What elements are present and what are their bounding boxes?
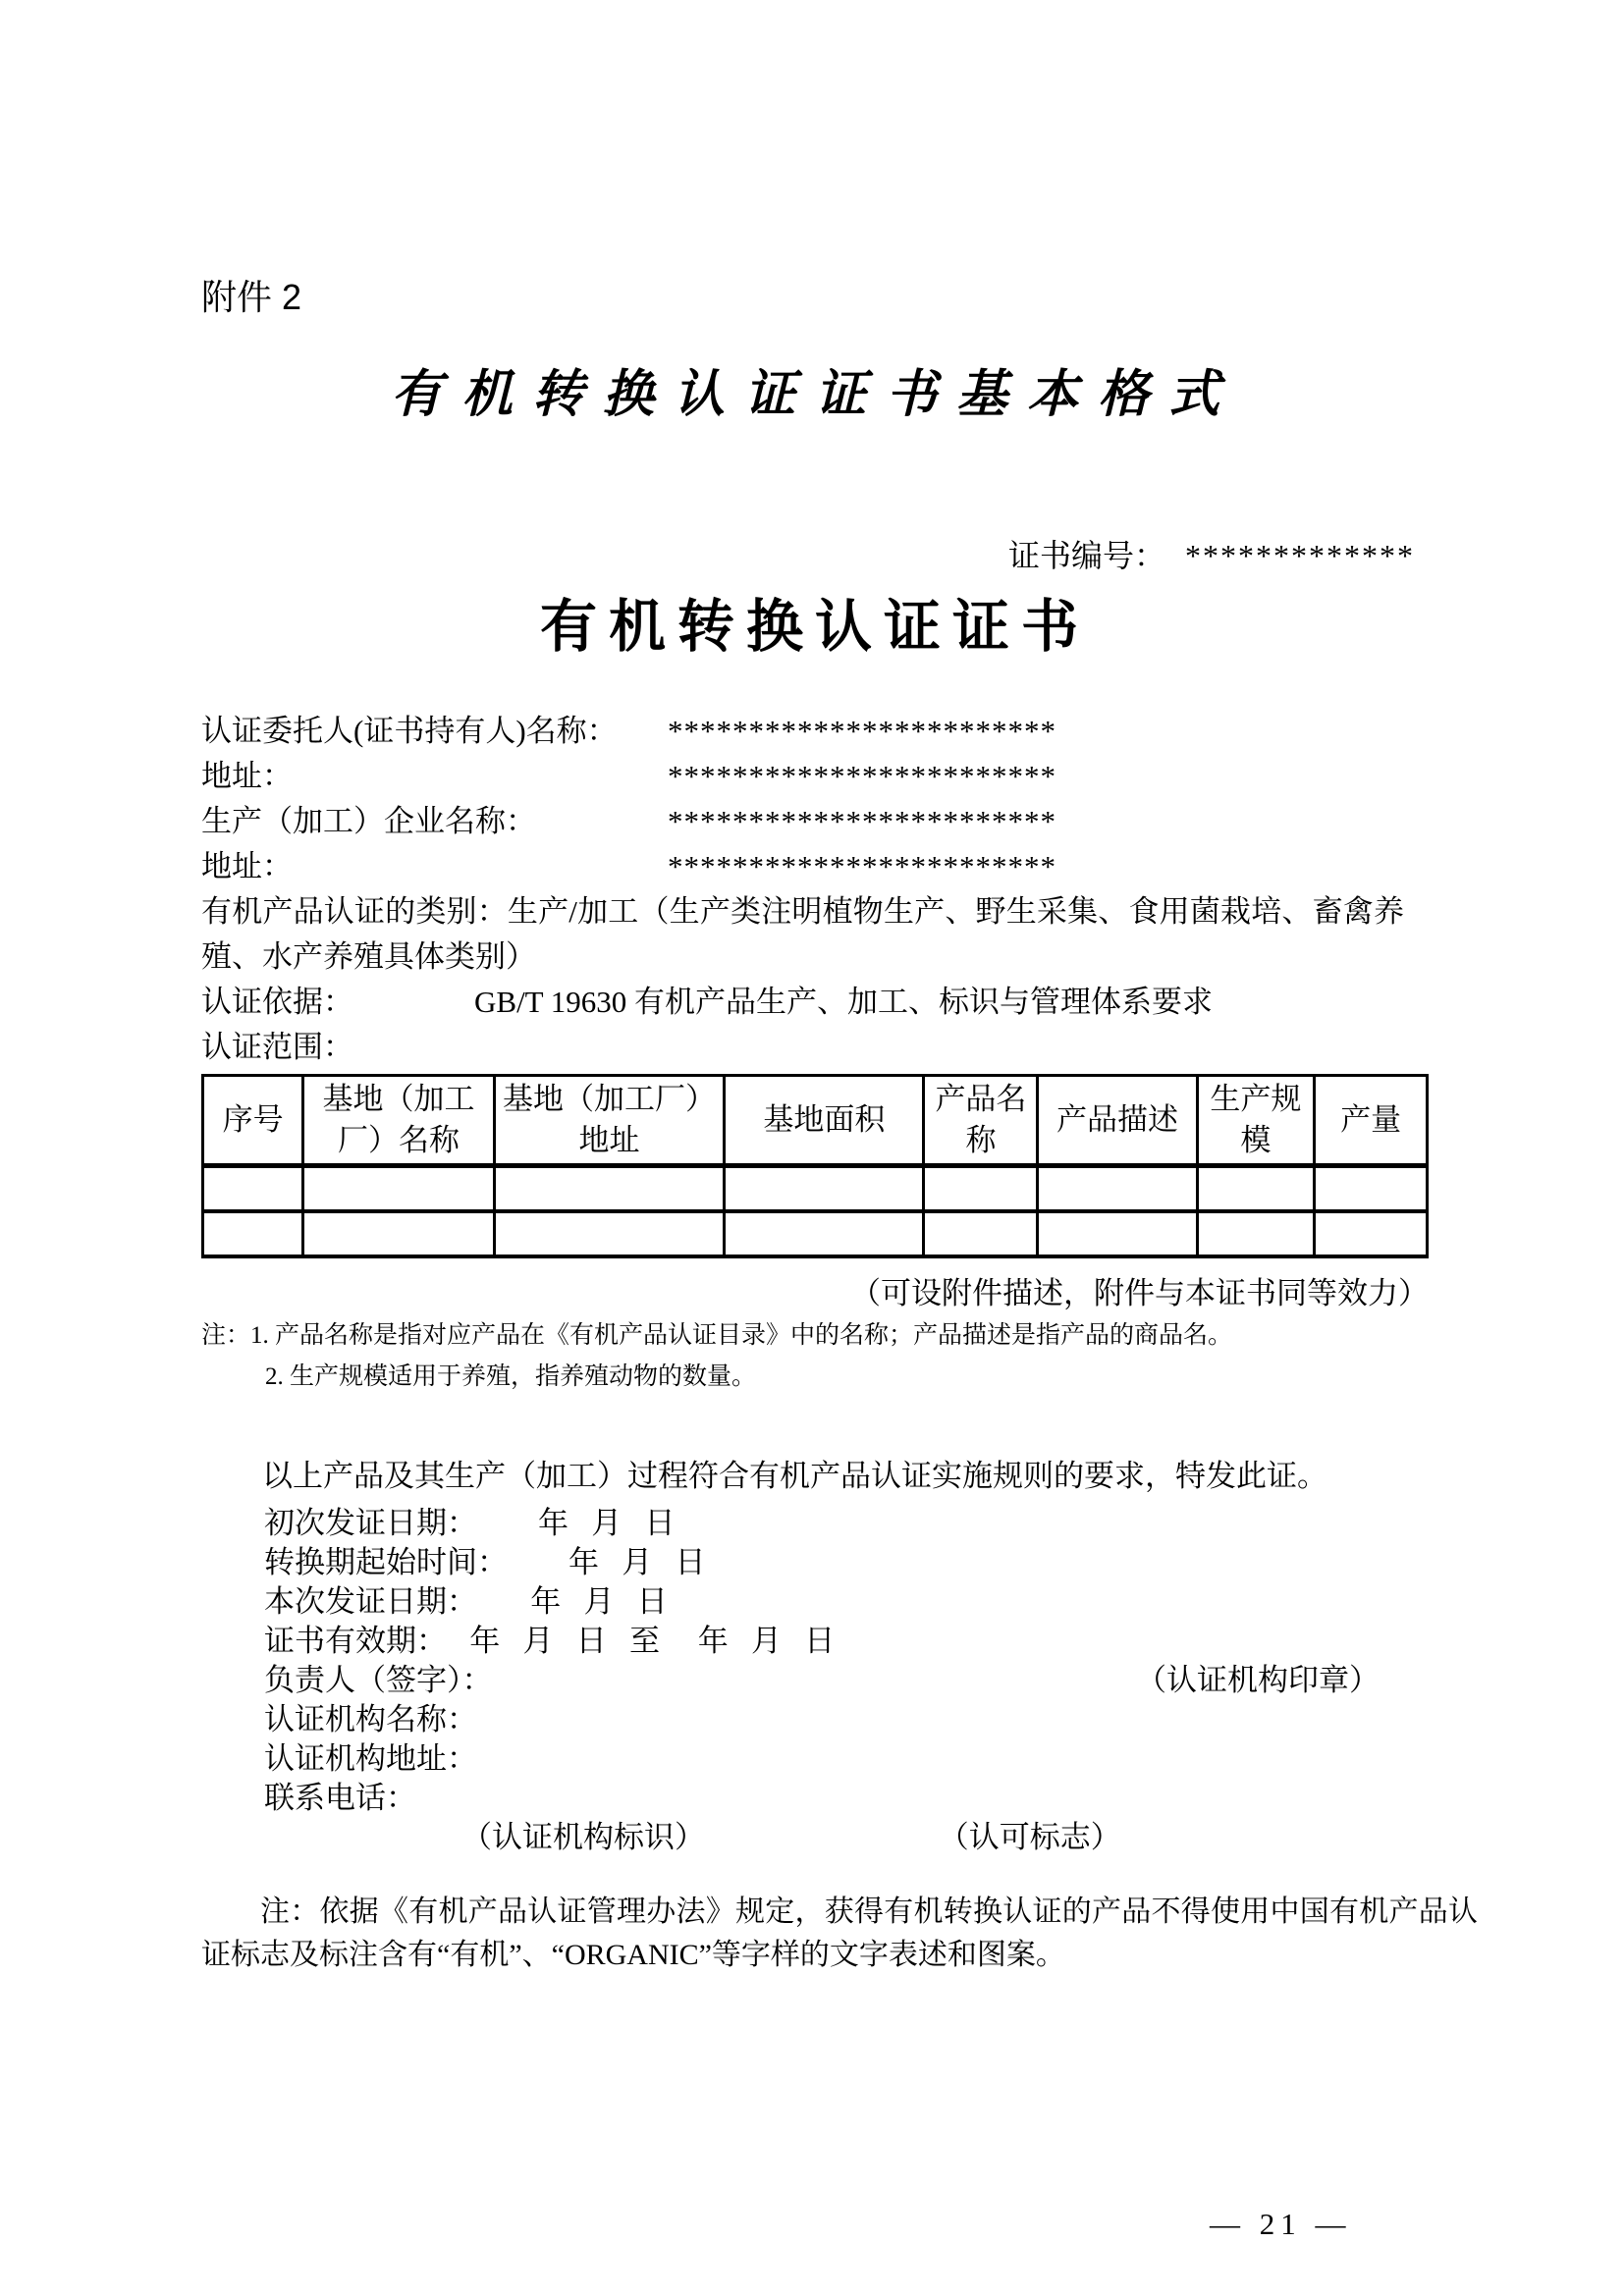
page-number: — 21 — — [1210, 2207, 1352, 2241]
table-empty-cell — [203, 1166, 303, 1211]
applicant-fields — [201, 709, 1429, 889]
col-header-product-name: 产品名称 — [924, 1076, 1038, 1166]
certification-body-address-line: 认证机构地址： — [264, 1740, 477, 1776]
producer-address-value: ************************ — [668, 849, 1056, 883]
table-empty-cell — [1315, 1211, 1428, 1256]
col-header-production-scale: 生产规模 — [1197, 1076, 1315, 1166]
field-row-producer-name — [201, 799, 1429, 844]
col-header-base-address: 基地（加工厂）地址 — [494, 1076, 724, 1166]
certification-body-mark-placeholder: （认证机构标识） — [461, 1819, 705, 1854]
certification-basis-label: 认证依据： — [201, 985, 353, 1019]
marks-row — [461, 1818, 1429, 1857]
attachment-equivalence-note: （可设附件描述，附件与本证书同等效力） — [850, 1275, 1429, 1310]
signer-label: 负责人（签字）： — [264, 1662, 493, 1697]
certification-scope-table — [201, 1074, 1429, 1258]
table-empty-cell — [924, 1211, 1038, 1256]
first-issue-date-line: 初次发证日期： 年 月 日 — [264, 1505, 676, 1540]
table-note-2: 2. 生产规模适用于养殖，指养殖动物的数量。 — [265, 1362, 757, 1390]
table-empty-row — [203, 1166, 1428, 1211]
applicant-name-value: ************************ — [668, 714, 1056, 748]
table-empty-cell — [1197, 1211, 1315, 1256]
table-header-row — [203, 1076, 1428, 1166]
col-header-base-name: 基地（加工厂）名称 — [303, 1076, 495, 1166]
applicant-name-label: 认证委托人(证书持有人)名称： — [201, 714, 618, 748]
certification-scope-label: 认证范围： — [201, 1030, 353, 1064]
validity-period-line: 证书有效期： 年 月 日 至 年 月 日 — [264, 1623, 836, 1658]
document-content — [201, 0, 1478, 1977]
conformity-statement: 以上产品及其生产（加工）过程符合有机产品认证实施规则的要求，特发此证。 — [262, 1458, 1327, 1493]
table-empty-cell — [1038, 1166, 1197, 1211]
table-empty-cell — [303, 1211, 495, 1256]
table-empty-cell — [303, 1166, 495, 1211]
attachment-label: 附件 2 — [201, 277, 302, 317]
applicant-address-value: ************************ — [668, 759, 1056, 793]
certificate-title: 有机转换认证证书 — [539, 595, 1090, 659]
table-empty-cell — [1315, 1166, 1428, 1211]
col-header-output: 产量 — [1315, 1076, 1428, 1166]
table-empty-cell — [725, 1166, 924, 1211]
table-empty-row — [203, 1211, 1428, 1256]
col-header-product-description: 产品描述 — [1038, 1076, 1197, 1166]
table-notes — [201, 1315, 1429, 1398]
calligraphy-title: 有机转换认证证书基本格式 — [390, 367, 1239, 423]
table-empty-cell — [203, 1211, 303, 1256]
table-empty-cell — [494, 1211, 724, 1256]
producer-name-value: ************************ — [668, 804, 1056, 838]
field-row-producer-address — [201, 844, 1429, 889]
certification-category-line: 有机产品认证的类别：生产/加工（生产类注明植物生产、野生采集、食用菌栽培、畜禽养殖、水产养殖具体类别） — [201, 894, 1404, 974]
table-empty-cell — [725, 1211, 924, 1256]
certificate-number-line — [201, 534, 1429, 577]
contact-phone-line: 联系电话： — [264, 1780, 416, 1815]
col-header-serial-number: 序号 — [203, 1076, 303, 1166]
certification-body-seal-label: （认证机构印章） — [1136, 1662, 1380, 1697]
current-issue-date-line: 本次发证日期： 年 月 日 — [264, 1583, 668, 1619]
certification-body-name-line: 认证机构名称： — [264, 1701, 477, 1736]
date-block — [264, 1504, 1429, 1661]
producer-address-label: 地址： — [201, 849, 293, 883]
regulation-note: 注：依据《有机产品认证管理办法》规定，获得有机转换认证的产品不得使用中国有机产品认证标志及标注含有“有机”、“ORGANIC”等字样的文字表述和图案。 — [201, 1895, 1478, 1971]
conversion-start-date-line: 转换期起始时间： 年 月 日 — [264, 1544, 706, 1579]
col-header-base-area: 基地面积 — [725, 1076, 924, 1166]
producer-name-label: 生产（加工）企业名称： — [201, 804, 536, 838]
table-empty-cell — [1197, 1166, 1315, 1211]
accreditation-mark-placeholder: （认可标志） — [938, 1819, 1121, 1854]
table-empty-cell — [924, 1166, 1038, 1211]
table-empty-cell — [494, 1166, 724, 1211]
certificate-number-value: ************* — [1185, 538, 1415, 573]
applicant-address-label: 地址： — [201, 759, 293, 793]
table-note-1: 注：1. 产品名称是指对应产品在《有机产品认证目录》中的名称；产品描述是指产品的商品名。 — [201, 1321, 1233, 1349]
field-row-applicant-address — [201, 754, 1429, 799]
signer-row — [201, 1661, 1429, 1700]
field-row-applicant-name — [201, 709, 1429, 754]
certification-basis-value: GB/T 19630 有机产品生产、加工、标识与管理体系要求 — [474, 985, 1214, 1019]
table-empty-cell — [1038, 1211, 1197, 1256]
certificate-number-label: 证书编号： — [1007, 538, 1165, 573]
certification-basis-row — [201, 980, 1429, 1025]
